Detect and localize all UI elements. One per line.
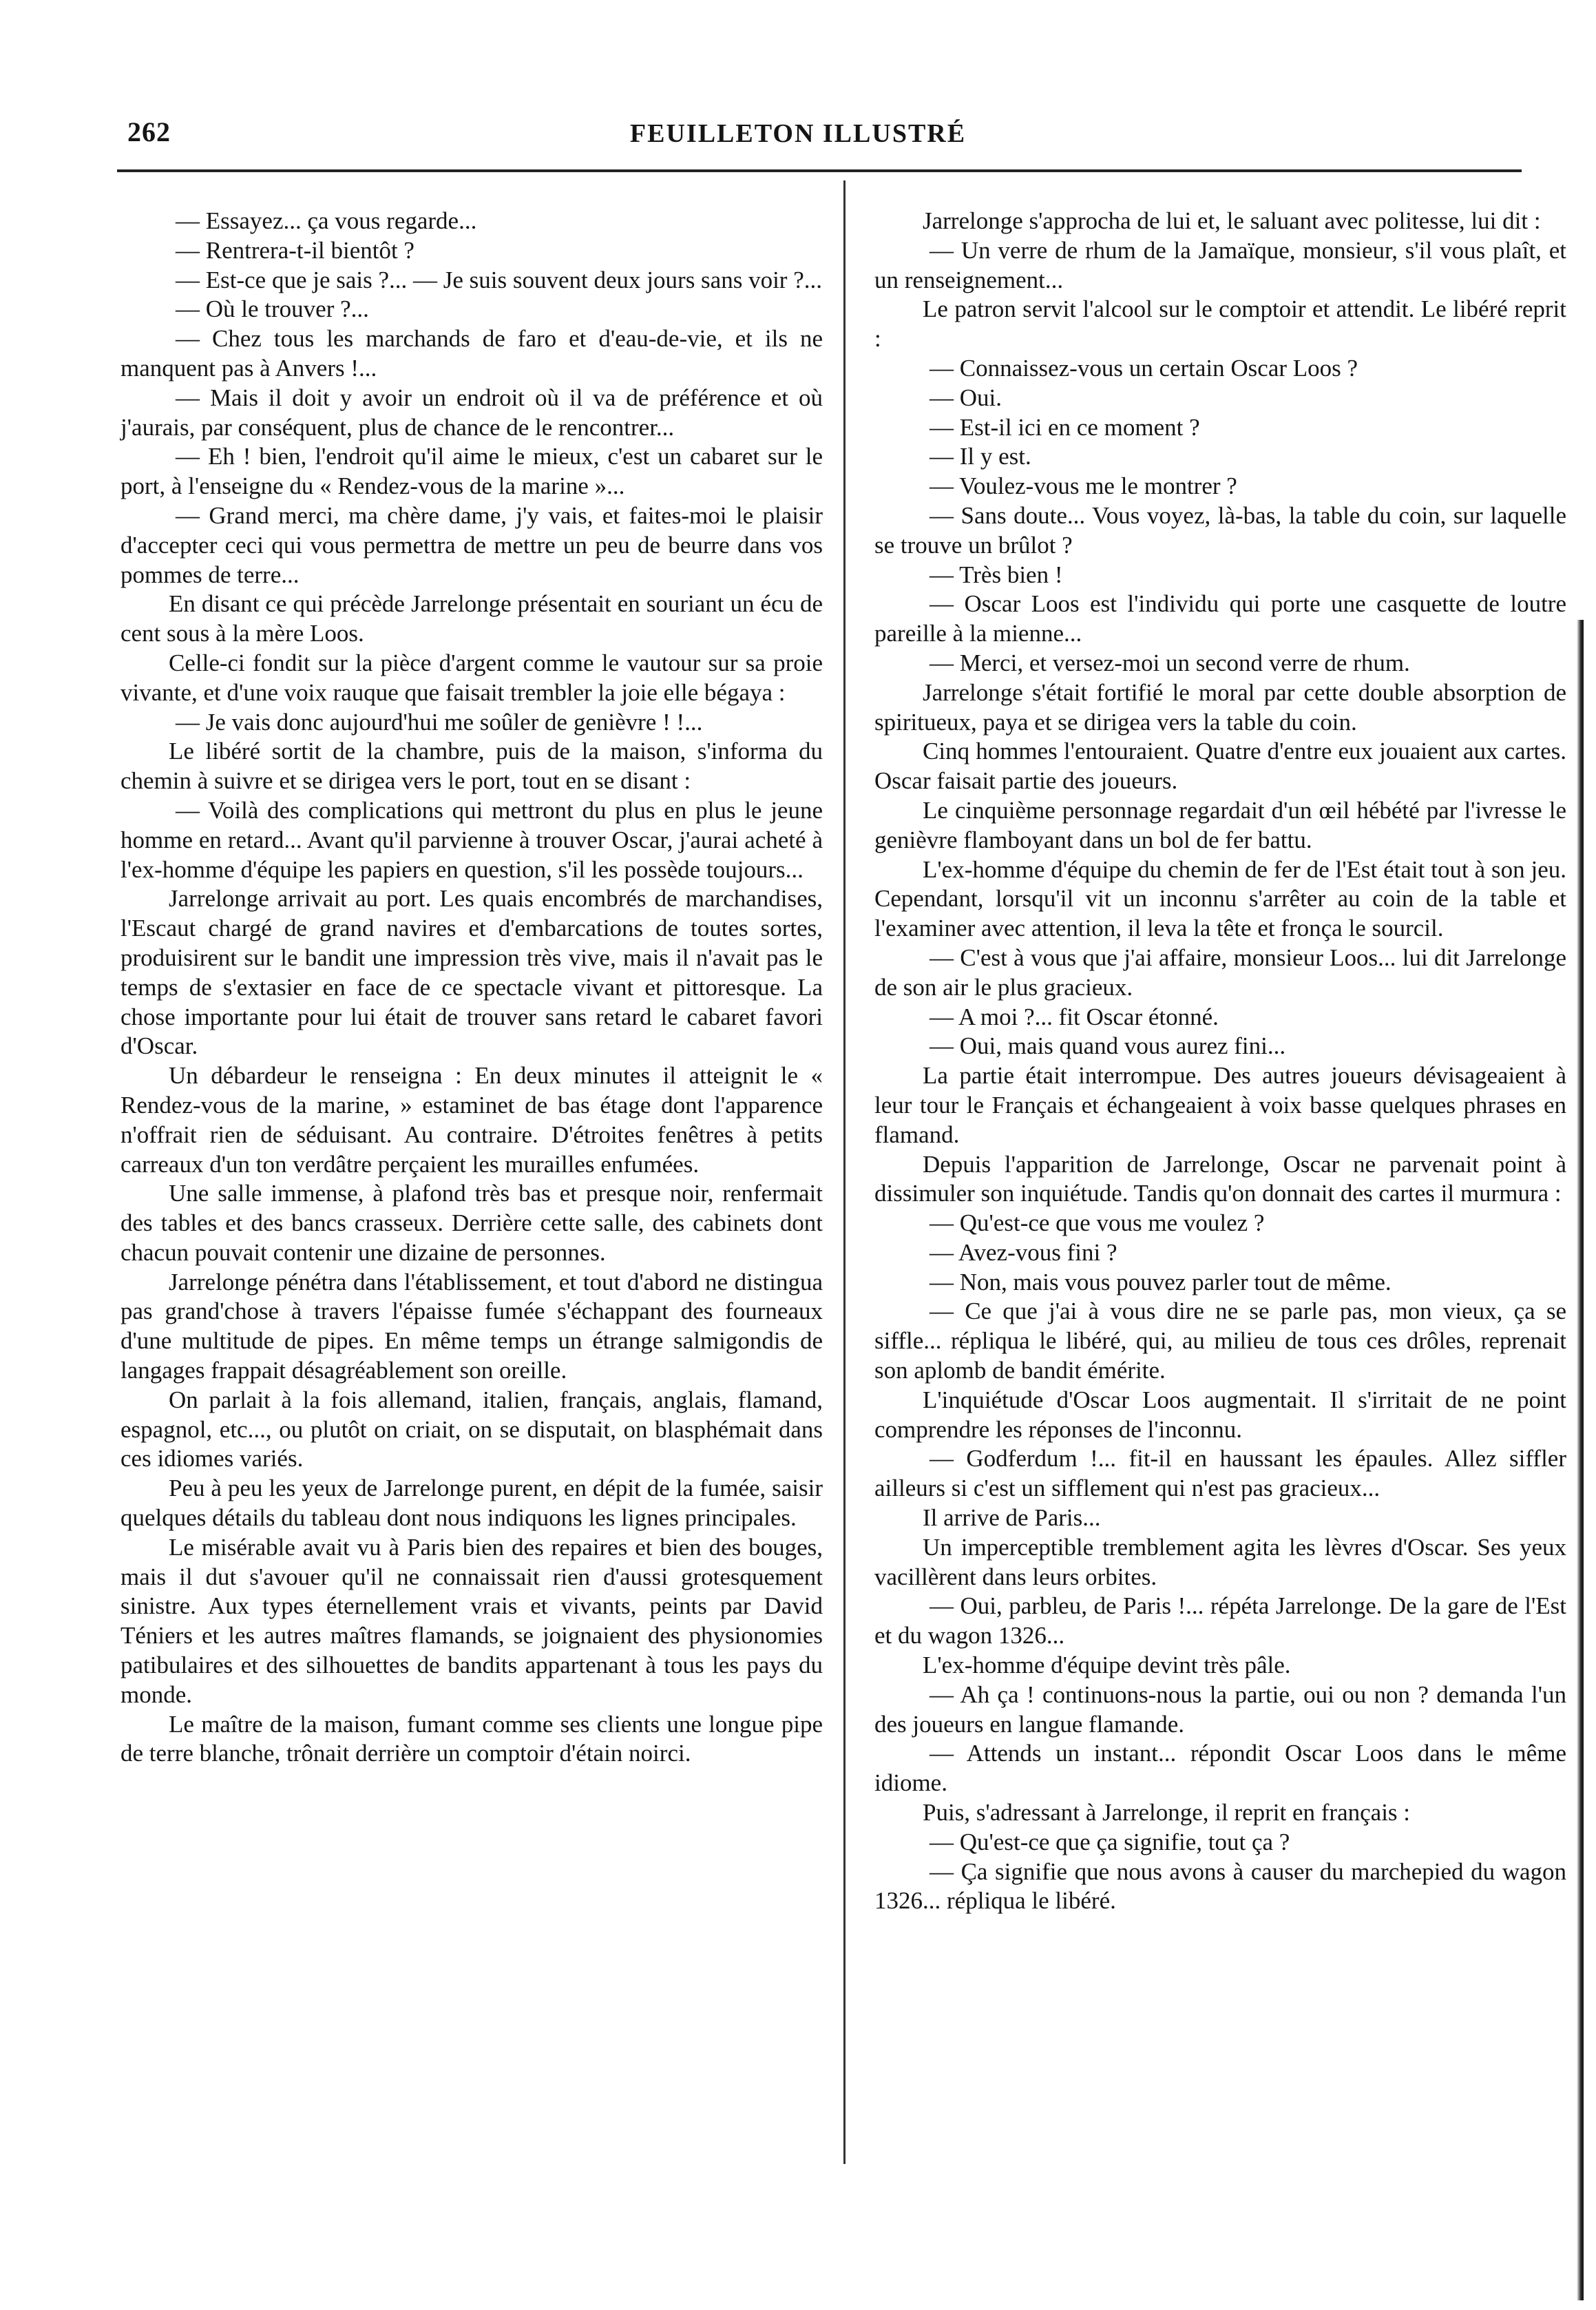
page-edge-shadow	[1577, 620, 1584, 2300]
paragraph: — Oui, mais quand vous aurez fini...	[930, 1032, 1286, 1060]
paragraph: — Un verre de rhum de la Jamaïque, monsieur, s'il vous plaît, et un renseignement...	[874, 236, 1566, 293]
right-column	[874, 207, 1566, 1916]
paragraph: — Oui, parbleu, de Paris !... répéta Jarrelonge. De la gare de l'Est et du wagon 1326...	[874, 1592, 1566, 1650]
paragraph: — Je vais donc aujourd'hui me soûler de genièvre ! !...	[176, 708, 703, 736]
paragraph: — Ce que j'ai à vous dire ne se parle pas, mon vieux, ça se siffle... répliqua le libéré, qui, au milieu de tous ces drôles, reprenait son aplomb de bandit émérite.	[874, 1298, 1566, 1384]
paragraph: — Avez-vous fini ?	[930, 1238, 1117, 1266]
paragraph: — Eh ! bien, l'endroit qu'il aime le mieux, c'est un cabaret sur le port, à l'enseigne du « Rendez-vous de la marine »...	[120, 443, 823, 500]
paragraph: — Chez tous les marchands de faro et d'eau-de-vie, et ils ne manquent pas à Anvers !...	[120, 325, 823, 382]
paragraph: — Où le trouver ?...	[176, 295, 369, 323]
paragraph: — Qu'est-ce que ça signifie, tout ça ?	[930, 1828, 1290, 1855]
paragraph: — C'est à vous que j'ai affaire, monsieur Loos... lui dit Jarrelonge de son air le plus gracieux.	[874, 944, 1566, 1001]
paragraph: — Oscar Loos est l'individu qui porte une casquette de loutre pareille à la mienne...	[874, 590, 1566, 647]
paragraph: — Voilà des complications qui mettront du plus en plus le jeune homme en retard... Avant qu'il parvienne à trouver Oscar, j'aurai acheté à l'ex-homme d'équipe les papiers en question, s'il les possède toujours...	[120, 796, 823, 883]
left-column	[120, 207, 823, 1769]
paragraph: — Voulez-vous me le montrer ?	[930, 472, 1237, 500]
paragraph: — Sans doute... Vous voyez, là-bas, la table du coin, sur laquelle se trouve un brûlot ?	[874, 501, 1566, 559]
paragraph: L'ex-homme d'équipe du chemin de fer de l'Est était tout à son jeu. Cependant, lorsqu'il vit un inconnu s'arrêter au coin de la table et l'examiner avec attention, il leva la tête et fronça le sourcil.	[874, 855, 1566, 942]
paragraph: En disant ce qui précède Jarrelonge présentait en souriant un écu de cent sous à la mère Loos.	[120, 590, 823, 647]
paragraph: Depuis l'apparition de Jarrelonge, Oscar ne parvenait point à dissimuler son inquiétude. Tandis qu'on donnait des cartes il murmura :	[874, 1150, 1566, 1207]
paragraph: Jarrelonge s'était fortifié le moral par cette double absorption de spiritueux, paya et se dirigea vers la table du coin.	[874, 678, 1566, 736]
paragraph: — Connaissez-vous un certain Oscar Loos ?	[930, 354, 1358, 382]
paragraph: — Mais il doit y avoir un endroit où il va de préférence et où j'aurais, par conséquent, plus de chance de le rencontrer...	[120, 384, 823, 441]
paragraph: — Il y est.	[930, 443, 1031, 470]
paragraph: — Ah ça ! continuons-nous la partie, oui ou non ? demanda l'un des joueurs en langue flamande.	[874, 1681, 1566, 1738]
paragraph: — Merci, et versez-moi un second verre de rhum.	[930, 649, 1410, 676]
page-number: 262	[127, 116, 171, 147]
paragraph: L'ex-homme d'équipe devint très pâle.	[923, 1652, 1291, 1679]
paragraph: La partie était interrompue. Des autres joueurs dévisageaient à leur tour le Français et échangeaient à voix basse quelques phrases en flamand.	[874, 1062, 1566, 1148]
running-title: FEUILLETON ILLUSTRÉ	[629, 119, 967, 148]
paragraph: Celle-ci fondit sur la pièce d'argent comme le vautour sur sa proie vivante, et d'une voix rauque que faisait trembler la joie elle bégaya :	[120, 649, 823, 706]
paragraph: Un débardeur le renseigna : En deux minutes il atteignit le « Rendez-vous de la marine, » estaminet de bas étage dont l'apparence n'offrait rien de séduisant. Au contraire. D'étroites fenêtres à petits carreaux d'un ton verdâtre perçaient les murailles enfumées.	[120, 1062, 823, 1178]
paragraph: — Attends un instant... répondit Oscar Loos dans le même idiome.	[874, 1740, 1566, 1797]
paragraph: Cinq hommes l'entouraient. Quatre d'entre eux jouaient aux cartes. Oscar faisait partie des joueurs.	[874, 738, 1566, 795]
paragraph: Le cinquième personnage regardait d'un œil hébété par l'ivresse le genièvre flamboyant dans un bol de fer battu.	[874, 796, 1566, 853]
paragraph: Peu à peu les yeux de Jarrelonge purent, en dépit de la fumée, saisir quelques détails du tableau dont nous indiquons les lignes principales.	[120, 1475, 823, 1532]
paragraph: — A moi ?... fit Oscar étonné.	[930, 1003, 1219, 1030]
paragraph: — Est-il ici en ce moment ?	[930, 413, 1200, 441]
paragraph: Le libéré sortit de la chambre, puis de la maison, s'informa du chemin à suivre et se dirigea vers le port, tout en se disant :	[120, 738, 823, 795]
header-rule	[117, 169, 1522, 172]
column-rule	[843, 180, 846, 2164]
paragraph: Jarrelonge pénétra dans l'établissement, et tout d'abord ne distingua pas grand'chose à travers l'épaisse fumée s'échappant des fourneaux d'une multitude de pipes. En même temps un étrange salmigondis de langages frappait désagréablement son oreille.	[120, 1268, 823, 1384]
paragraph: — Essayez... ça vous regarde...	[176, 207, 477, 234]
paragraph: Un imperceptible tremblement agita les lèvres d'Oscar. Ses yeux vacillèrent dans leurs orbites.	[874, 1533, 1566, 1590]
paragraph: Il arrive de Paris...	[923, 1504, 1101, 1532]
paragraph: — Grand merci, ma chère dame, j'y vais, et faites-moi le plaisir d'accepter ceci qui vous permettra de mettre un peu de beurre dans vos pommes de terre...	[120, 501, 823, 588]
paragraph: On parlait à la fois allemand, italien, français, anglais, flamand, espagnol, etc..., ou plutôt on criait, on se disputait, on blasphémait dans ces idiomes variés.	[120, 1386, 823, 1473]
paragraph: Le patron servit l'alcool sur le comptoir et attendit. Le libéré reprit :	[874, 295, 1566, 353]
paragraph: Le maître de la maison, fumant comme ses clients une longue pipe de terre blanche, trônait derrière un comptoir d'étain noirci.	[120, 1710, 823, 1767]
paragraph: — Oui.	[930, 384, 1002, 411]
paragraph: — Non, mais vous pouvez parler tout de même.	[930, 1268, 1392, 1296]
paragraph: — Ça signifie que nous avons à causer du marchepied du wagon 1326... répliqua le libéré.	[874, 1858, 1566, 1915]
paragraph: — Godferdum !... fit-il en haussant les épaules. Allez siffler ailleurs si c'est un sifflement qui n'est pas gracieux...	[874, 1445, 1566, 1502]
paragraph: Le misérable avait vu à Paris bien des repaires et bien des bouges, mais il dut s'avouer qu'il ne connaissait rien d'aussi grotesquement sinistre. Aux types éternellement vrais et vivants, peints par David Téniers et les autres maîtres flamands, se joignaient des physionomies patibulaires et des silhouettes de bandits appartenant à tous les pays du monde.	[120, 1533, 823, 1708]
paragraph: — Est-ce que je sais ?... — Je suis souvent deux jours sans voir ?...	[176, 266, 823, 293]
paragraph: Puis, s'adressant à Jarrelonge, il reprit en français :	[923, 1799, 1411, 1827]
paragraph: L'inquiétude d'Oscar Loos augmentait. Il s'irritait de ne point comprendre les réponses de l'inconnu.	[874, 1386, 1566, 1443]
paragraph: — Qu'est-ce que vous me voulez ?	[930, 1209, 1265, 1237]
paragraph: Jarrelonge s'approcha de lui et, le saluant avec politesse, lui dit :	[923, 207, 1541, 234]
paragraph: Jarrelonge arrivait au port. Les quais encombrés de marchandises, l'Escaut chargé de grand navires et d'embarcations de toutes sortes, produisirent sur le bandit une impression très vive, mais il n'avait pas le temps de s'extasier en face de ce spectacle vivant et pittoresque. La chose importante pour lui était de trouver sans retard le cabaret favori d'Oscar.	[120, 885, 823, 1060]
paragraph: Une salle immense, à plafond très bas et presque noir, renfermait des tables et des bancs crasseux. Derrière cette salle, des cabinets dont chacun pouvait contenir une dizaine de personnes.	[120, 1180, 823, 1266]
paragraph: — Très bien !	[930, 561, 1063, 588]
paragraph: — Rentrera-t-il bientôt ?	[176, 236, 414, 264]
